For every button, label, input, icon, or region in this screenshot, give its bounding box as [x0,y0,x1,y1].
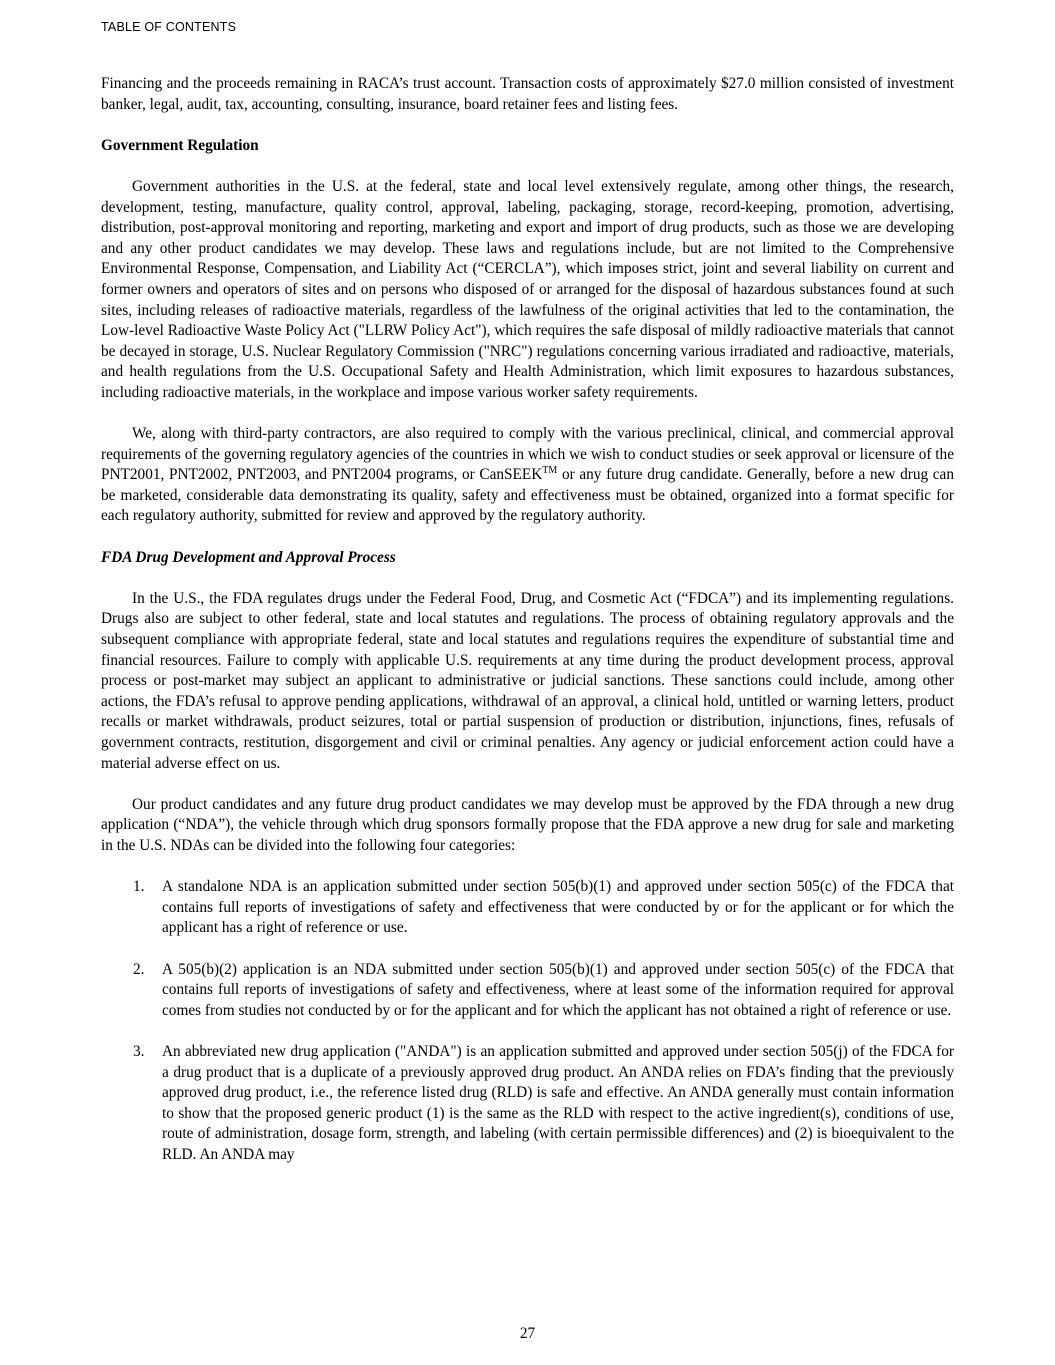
government-regulation-paragraph-1: Government authorities in the U.S. at the federal, state and local level extensively regulate, among other things, the research, development, testing, manufacture, quality control, approval, labeling, packaging, storage, record-keeping, promotion, advertising, distribution, post-approval monitoring and reporting, marketing and export and import of drug products, such as those we are developing and any other product candidates we may develop. These laws and regulations include, but are not limited to the Comprehensive Environmental Response, Compensation, and Liability Act (“CERCLA”), which imposes strict, joint and several liability on current and former owners and operators of sites and on persons who disposed of or arranged for the disposal of hazardous substances found at such sites, including releases of radioactive materials, regardless of the lawfulness of the original activities that led to the contamination, the Low-level Radioactive Waste Policy Act ("LLRW Policy Act"), which requires the safe disposal of mildly radioactive materials that cannot be decayed in storage, U.S. Nuclear Regulatory Commission ("NRC") regulations concerning various irradiated and radioactive, materials, and health regulations from the U.S. Occupational Safety and Health Administration, which limit exposures to hazardous substances, including radioactive materials, in the workplace and impose various worker safety requirements. [101,177,954,401]
government-regulation-heading: Government Regulation [101,136,259,154]
list-item [101,1042,954,1166]
nda-categories-list [101,877,954,1165]
list-item-text: A 505(b)(2) application is an NDA submitted under section 505(b)(1) and approved under section 505(c) of the FDCA that contains full reports of investigations of safety and effectiveness, where at least some of the information required for approval comes from studies not conducted by or for the applicant and for which the applicant has not obtained a right of reference or use. [162,960,954,1019]
fda-paragraph-2: Our product candidates and any future drug product candidates we may develop must be approved by the FDA through a new drug application (“NDA”), the vehicle through which drug sponsors formally propose that the FDA approve a new drug for sale and marketing in the U.S. NDAs can be divided into the following four categories: [101,795,954,854]
government-regulation-paragraph-2 [101,424,954,527]
list-item-number: 1. [133,878,145,896]
paragraph-text-part: We, along with third-party contractors, are also required to comply with the various preclinical, clinical, and commercial approval requirements of the governing regulatory agencies of the countries in which we wish to conduct studies or seek approval or licensure of the PNT2001, PNT2002, PNT2003, and PNT2004 programs, or CanSEEK [101,425,954,484]
trademark-superscript: TM [542,465,558,477]
list-item-number: 2. [133,960,145,978]
list-item-text: An abbreviated new drug application ("ANDA") is an application submitted and approved under section 505(j) of the FDCA for a drug product that is a duplicate of a previously approved drug product. An ANDA relies on FDA’s finding that the previously approved drug product, i.e., the reference listed drug (RLD) is safe and effective. An ANDA generally must contain information to show that the proposed generic product (1) is the same as the RLD with respect to the active ingredient(s), conditions of use, route of administration, dosage form, strength, and labeling (with certain permissible differences) and (2) is bioequivalent to the RLD. An ANDA may [162,1042,954,1163]
page-number: 27 [519,1325,536,1342]
paragraph-text-part: or any future drug candidate. Generally, before a new drug can be marketed, considerable data demonstrating its quality, safety and effectiveness must be obtained, organized into a format specific for each regulatory authority, submitted for review and approved by the regulatory authority. [101,466,954,525]
list-item [101,960,954,1022]
list-item [101,877,954,939]
fda-process-heading: FDA Drug Development and Approval Process [101,548,396,566]
intro-paragraph: Financing and the proceeds remaining in RACA’s trust account. Transaction costs of approximately $27.0 million consisted of investment banker, legal, audit, tax, accounting, consulting, insurance, board retainer fees and listing fees. [101,75,954,113]
document-body [101,74,954,1186]
fda-paragraph-1: In the U.S., the FDA regulates drugs under the Federal Food, Drug, and Cosmetic Act (“FDCA”) and its implementing regulations. Drugs also are subject to other federal, state and local statutes and regulations. The process of obtaining regulatory approvals and the subsequent compliance with appropriate federal, state and local statutes and regulations requires the expenditure of substantial time and financial resources. Failure to comply with applicable U.S. requirements at any time during the product development process, approval process or post-market may subject an applicant to administrative or judicial sanctions. These sanctions could include, among other actions, the FDA’s refusal to approve pending applications, withdrawal of an approval, a clinical hold, untitled or warning letters, product recalls or market withdrawals, product seizures, total or partial suspension of production or distribution, injunctions, fines, refusals of government contracts, restitution, disgorgement and civil or criminal penalties. Any agency or judicial enforcement action could have a material adverse effect on us. [101,589,954,772]
list-item-number: 3. [133,1042,145,1060]
table-of-contents-link[interactable]: TABLE OF CONTENTS [101,20,237,34]
list-item-text: A standalone NDA is an application submitted under section 505(b)(1) and approved under section 505(c) of the FDCA that contains full reports of investigations of safety and effectiveness that were conducted by or for the applicant or for which the applicant has a right of reference or use. [162,878,954,937]
